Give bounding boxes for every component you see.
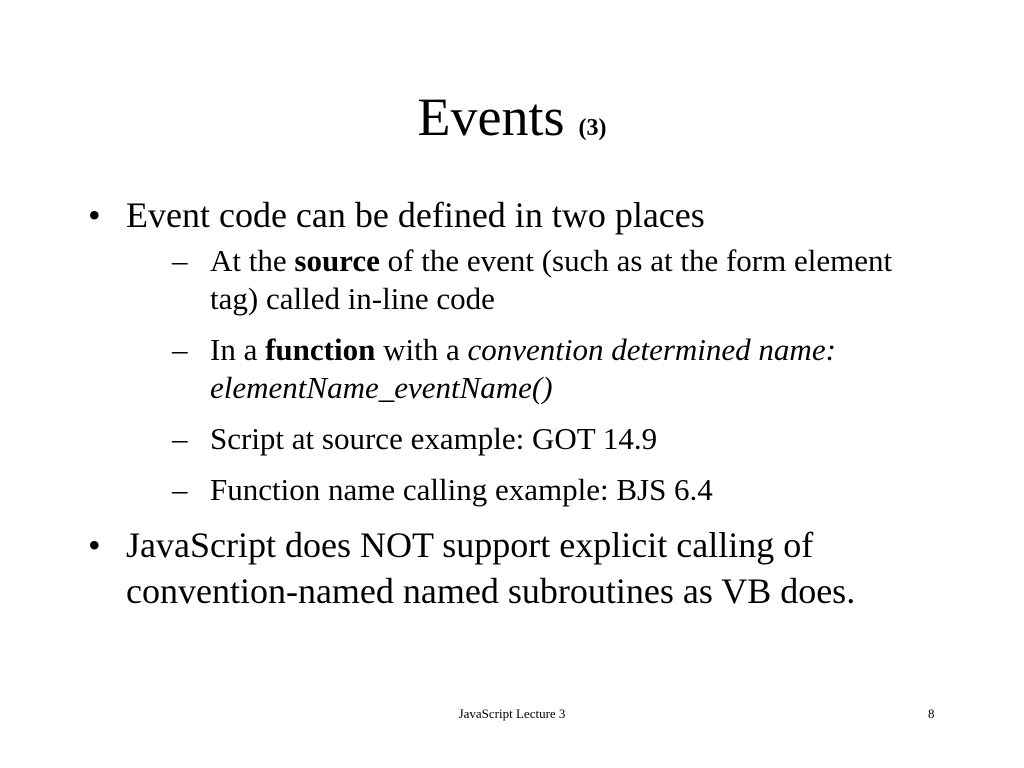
sub-marker: – <box>172 472 188 507</box>
sub-text: Function name calling example: BJS 6.4 <box>210 472 713 507</box>
sub-item <box>126 471 948 509</box>
sub-list <box>126 242 948 509</box>
sub-marker: – <box>172 421 188 456</box>
bullet-text: JavaScript does NOT support explicit calling of convention-named named subroutines as VB does. <box>126 525 856 611</box>
sub-text-middle: with a <box>375 332 468 367</box>
sub-marker: – <box>172 243 188 278</box>
slide-title <box>0 82 1024 163</box>
sub-marker: – <box>172 332 188 367</box>
sub-item <box>126 331 948 407</box>
sub-item <box>126 242 948 318</box>
sub-text-before: At the <box>210 243 295 278</box>
bullet-item <box>88 192 948 509</box>
slide-content <box>88 192 948 622</box>
bullet-item <box>88 522 948 614</box>
sub-text-italic: convention determined name: elementName_eventName() <box>210 332 836 405</box>
sub-text-bold: source <box>294 243 380 278</box>
bullet-text: Event code can be defined in two places <box>126 195 705 235</box>
sub-text: Script at source example: GOT 14.9 <box>210 421 658 456</box>
sub-text-after: of the event (such as at the form element tag) called in-line code <box>210 243 893 316</box>
sub-text-bold: function <box>265 332 376 367</box>
sub-item <box>126 420 948 458</box>
sub-text-before: In a <box>210 332 266 367</box>
bullet-marker: • <box>88 195 101 235</box>
page-number: 8 <box>928 706 935 721</box>
footer-title: JavaScript Lecture 3 <box>458 706 566 721</box>
bullet-marker: • <box>88 525 101 565</box>
title-suffix: (3) <box>578 115 607 141</box>
title-text: Events <box>417 87 565 147</box>
